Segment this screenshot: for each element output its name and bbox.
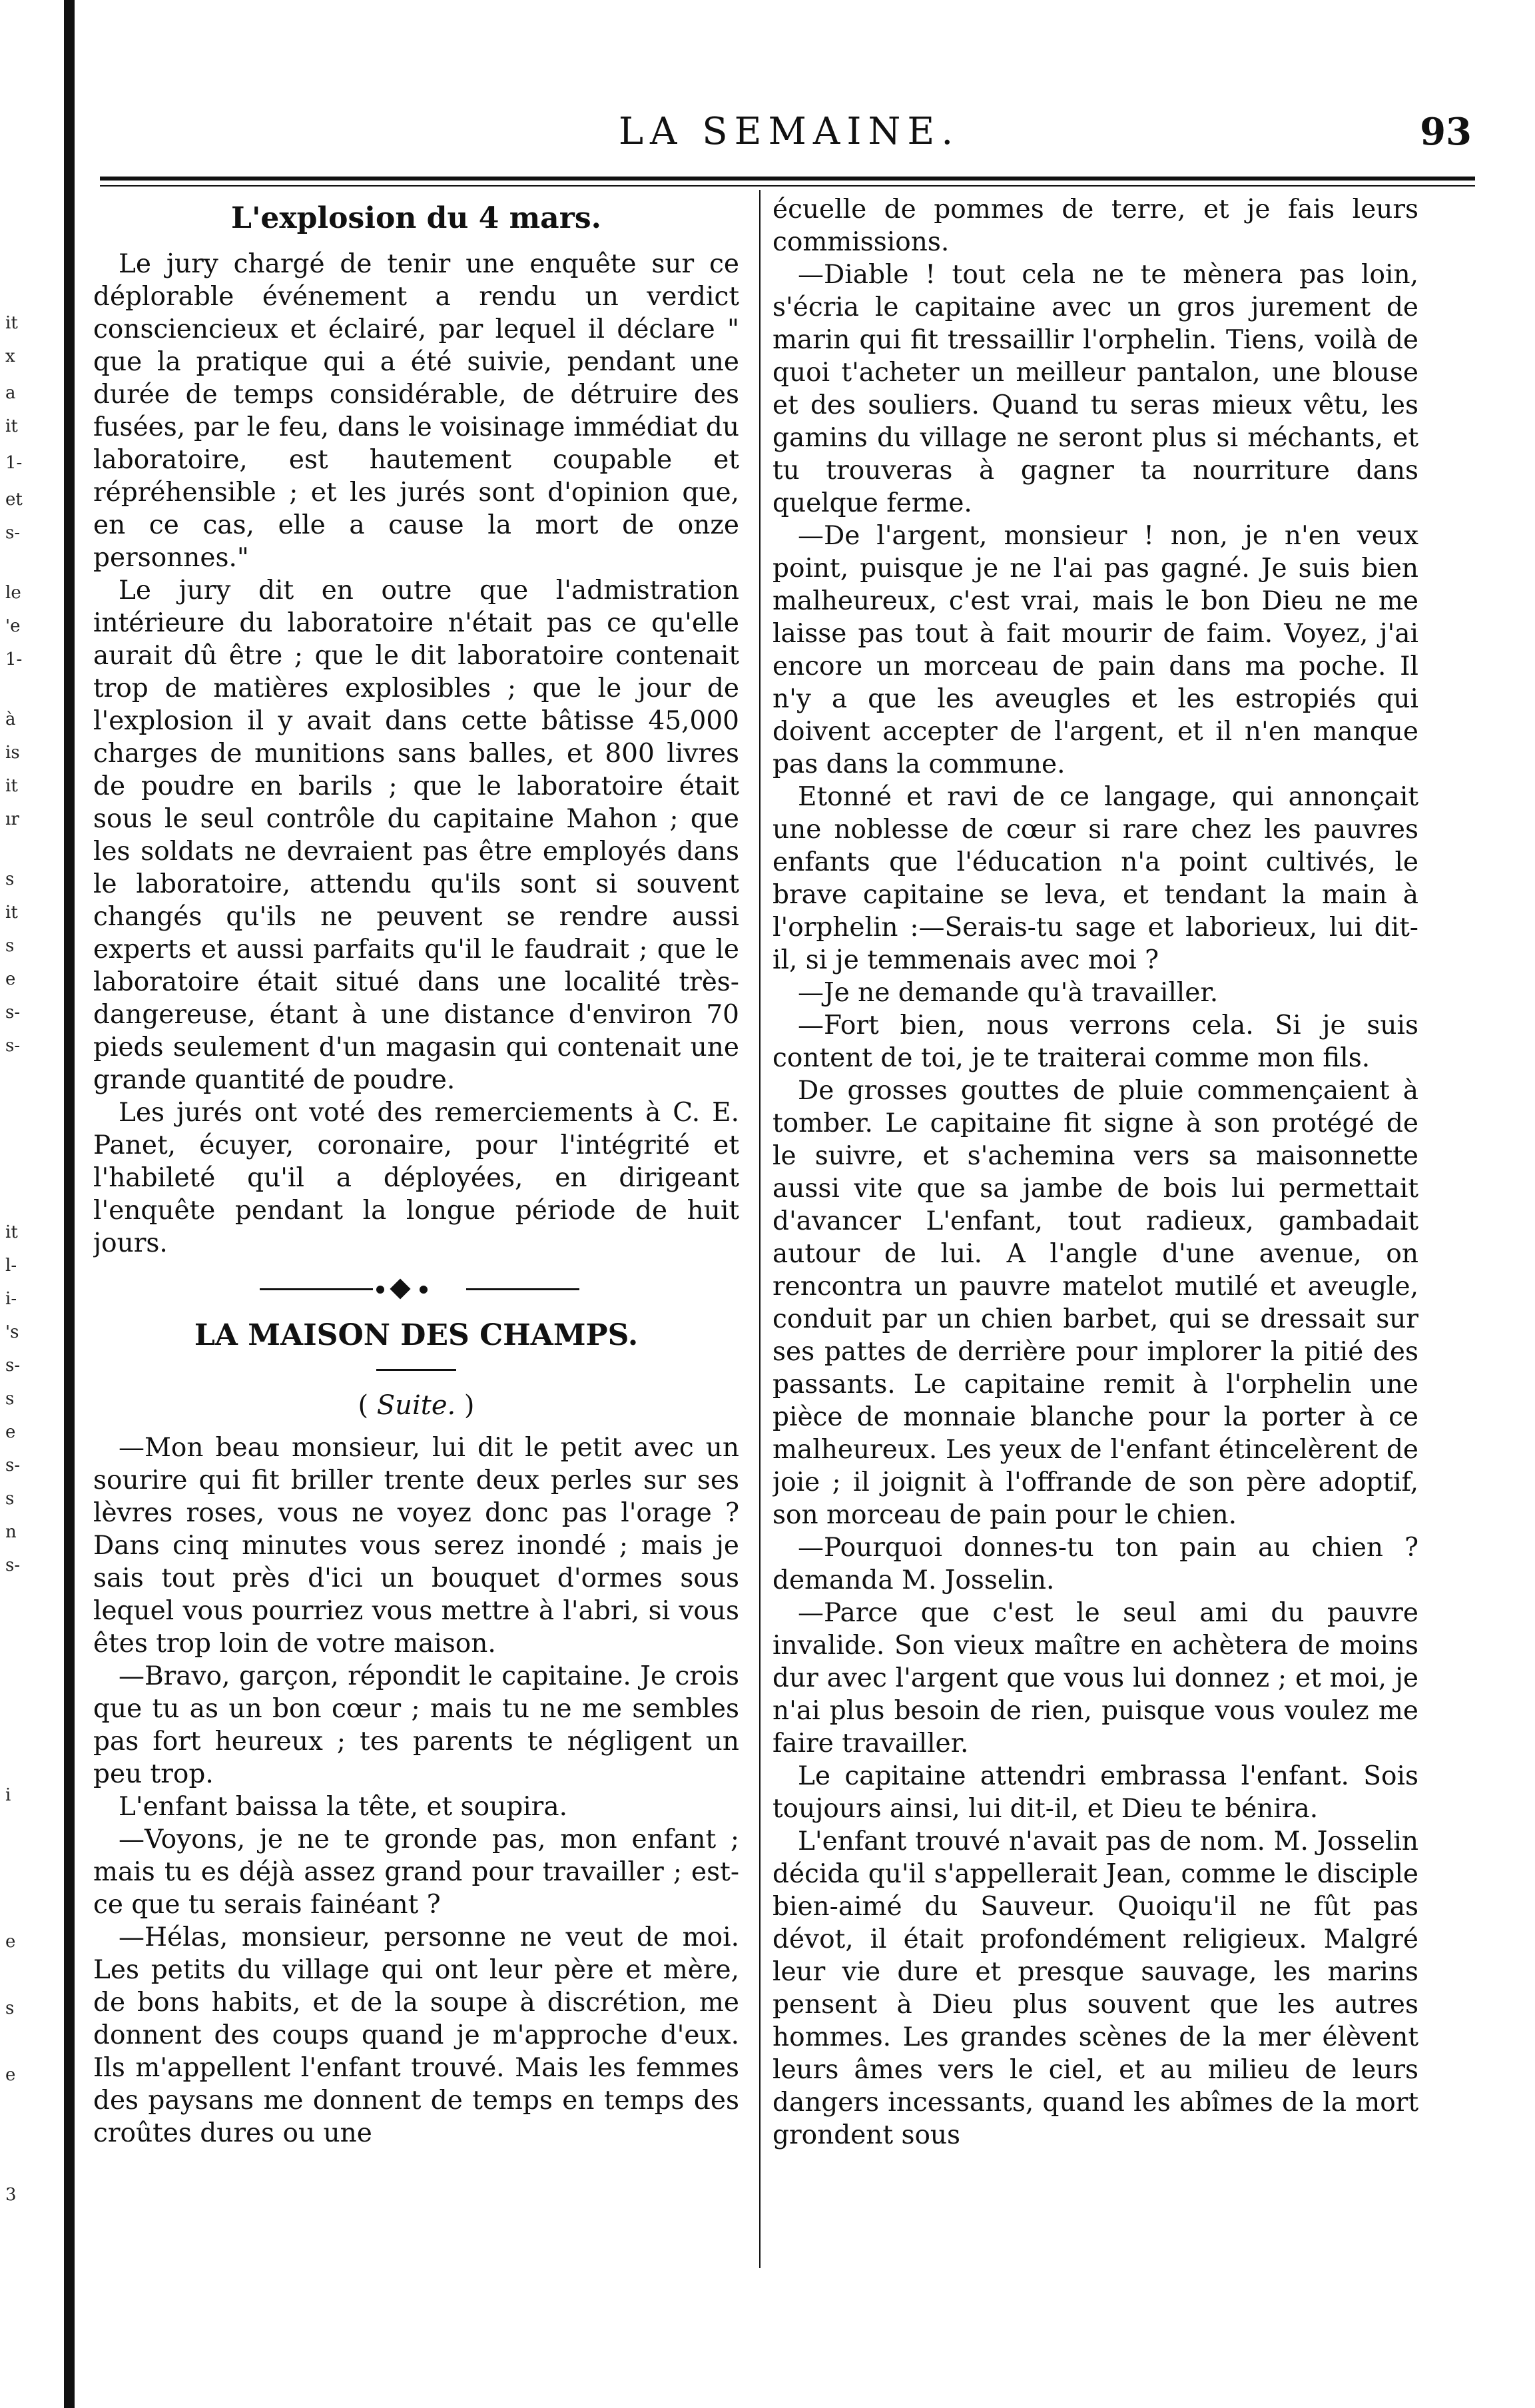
ornament-dot	[420, 1286, 428, 1294]
margin-fragment: 'e	[5, 616, 21, 636]
margin-fragment: e	[5, 1932, 16, 1952]
margin-fragment: 1-	[5, 649, 23, 669]
margin-fragment: s	[5, 1489, 15, 1509]
ornament-line-right	[466, 1288, 579, 1290]
paragraph: —Parce que c'est le seul ami du pauvre invalide. Son vieux maître en achètera de moins dur avec l'argent que vous lui donnez ; et moi, je n'ai plus besoin de rien, puisque vous voulez me faire travailler.	[772, 1598, 1418, 1759]
ornament-dot	[376, 1286, 384, 1294]
margin-fragment: s	[5, 869, 15, 889]
margin-fragment: l-	[5, 1256, 17, 1276]
margin-fragment: e	[5, 969, 16, 989]
margin-fragment: x	[5, 346, 15, 366]
adjacent-page-margin	[0, 0, 61, 2408]
margin-fragment: s	[5, 1998, 15, 2018]
suite-text: Suite.	[376, 1390, 456, 1421]
right-column	[772, 193, 1418, 2265]
paragraph: Le jury chargé de tenir une enquête sur ce déplorable événement a rendu un verdict consciencieux et éclairé, par lequel il déclare " que la pratique qui a été suivie, pendant une durée de temps considérable, de détruire des fusées, par le feu, dans le voisinage immédiat du laboratoire, est hautement coupable et répréhensible ; et les jurés sont d'opinion que, en ce cas, elle a cause la mort de onze personnes."	[93, 249, 739, 573]
margin-fragment: s-	[5, 1356, 21, 1376]
margin-fragment: s	[5, 936, 15, 956]
margin-fragment: a	[5, 383, 16, 403]
margin-fragment: et	[5, 490, 23, 510]
margin-fragment: is	[5, 743, 20, 763]
margin-fragment: s-	[5, 1455, 21, 1475]
margin-fragment: 1-	[5, 453, 23, 473]
page-header	[107, 103, 1472, 157]
margin-fragment: s-	[5, 1555, 21, 1575]
margin-fragment: e	[5, 2065, 16, 2085]
heading-rule	[376, 1369, 456, 1371]
section-ornament	[93, 1280, 739, 1300]
margin-fragment: i-	[5, 1289, 17, 1309]
paragraph: Le capitaine attendri embrassa l'enfant. Sois toujours ainsi, lui dit-il, et Dieu te bénira.	[772, 1761, 1418, 1824]
paragraph: —Bravo, garçon, répondit le capitaine. Je crois que tu as un bon cœur ; mais tu ne me sembles pas fort heureux ; tes parents te négligent un peu trop.	[93, 1661, 739, 1789]
margin-fragment: it	[5, 776, 18, 796]
margin-fragment: i	[5, 1785, 11, 1805]
margin-fragment: s	[5, 1389, 15, 1409]
paragraph: L'enfant trouvé n'avait pas de nom. M. Josselin décida qu'il s'appellerait Jean, comme le disciple bien-aimé du Sauveur. Quoiqu'il ne fût pas dévot, il était profondément religieux. Malgré leur vie dure et presque sauvage, les marins pensent à Dieu plus souvent que les autres hommes. Les grandes scènes de la mer élèvent leurs âmes vers le ciel, et au milieu de leurs dangers incessants, quand les abîmes de la mort grondent sous	[772, 1826, 1418, 2150]
paragraph: —Mon beau monsieur, lui dit le petit avec un sourire qui fit briller trente deux perles sur ses lèvres roses, vous ne voyez donc pas l'orage ? Dans cinq minutes vous serez inondé ; mais je sais tout près d'ici un bouquet d'ormes sous lequel vous pourriez vous mettre à l'abri, si vous êtes trop loin de votre maison.	[93, 1433, 739, 1659]
column-divider	[759, 190, 761, 2268]
paragraph: Etonné et ravi de ce langage, qui annonçait une noblesse de cœur si rare chez les pauvres enfants que l'éducation n'a point cultivés, le brave capitaine se leva, et tendant la main à l'orphelin :—Serais-tu sage et laborieux, lui dit-il, si je temmenais avec moi ?	[772, 782, 1418, 975]
article-heading-explosion: L'explosion du 4 mars.	[231, 201, 601, 235]
paragraph: De grosses gouttes de pluie commençaient à tomber. Le capitaine fit signe à son protégé de le suivre, et s'achemina vers sa maisonnette aussi vite que sa jambe de bois lui permettait d'avancer L'enfant, tout radieux, gambadait autour de lui. A l'angle d'une avenue, on rencontra un pauvre matelot mutilé et aveugle, conduit par un chien barbet, qui se dressait sur ses pattes de derrière pour implorer la pitié des passants. Le capitaine remit à l'orphelin une pièce de monnaie blanche pour la porter à ce malheureux. Les yeux de l'enfant étincelèrent de joie ; il joignit à l'offrande de son père adoptif, son morceau de pain pour le chien.	[772, 1076, 1418, 1530]
ornament-diamond	[390, 1278, 410, 1299]
margin-fragment: 3	[5, 2185, 17, 2205]
paragraph: —Je ne demande qu'à travailler.	[798, 978, 1219, 1008]
margin-fragment: it	[5, 1222, 18, 1242]
journal-title: LA SEMAINE.	[618, 110, 960, 153]
paragraph: —Diable ! tout cela ne te mènera pas loin, s'écria le capitaine avec un gros jurement de marin qui fit tressaillir l'orphelin. Tiens, voilà de quoi t'acheter un meilleur pantalon, une blouse et des souliers. Quand tu seras mieux vêtu, les gamins du village ne seront plus si méchants, et tu trouveras à gagner ta nourriture dans quelque ferme.	[772, 260, 1418, 518]
paragraph: —Pourquoi donnes-tu ton pain au chien ? demanda M. Josselin.	[772, 1533, 1418, 1595]
article-heading-maison: LA MAISON DES CHAMPS.	[194, 1318, 639, 1352]
margin-fragment: s-	[5, 1003, 21, 1022]
ornament-line-left	[260, 1288, 373, 1290]
paragraph: —Fort bien, nous verrons cela. Si je suis content de toi, je te traiterai comme mon fils.	[772, 1010, 1418, 1073]
margin-fragment: e	[5, 1422, 16, 1442]
margin-fragment: ır	[5, 809, 19, 829]
page-binding-edge	[64, 0, 75, 2408]
suite-label: ( Suite. )	[358, 1390, 475, 1421]
paragraph: L'enfant baissa la tête, et soupira.	[119, 1792, 567, 1822]
margin-fragment: le	[5, 583, 21, 603]
paragraph: —Hélas, monsieur, personne ne veut de moi. Les petits du village qui ont leur père et mère, de bons habits, et de la soupe à discrétion, me donnent des coups quand je m'approche d'eux. Ils m'appellent l'enfant trouvé. Mais les femmes des paysans me donnent de temps en temps des croûtes dures ou une	[93, 1922, 739, 2148]
left-column	[93, 193, 739, 2265]
paragraph: Les jurés ont voté des remerciements à C. E. Panet, écuyer, coronaire, pour l'intégrité et l'habileté qu'il a déployées, en dirigeant l'enquête pendant la longue période de huit jours.	[93, 1098, 739, 1258]
paragraph: Le jury dit en outre que l'admistration intérieure du laboratoire n'était pas ce qu'elle aurait dû être ; que le dit laboratoire contenait trop de matières explosibles ; que le jour de l'explosion il y avait dans cette bâtisse 45,000 charges de munitions sans balles, et 800 livres de poudre en barils ; que le laboratoire était sous le seul contrôle du capitaine Mahon ; que les soldats ne devraient pas être employés dans le laboratoire, attendu qu'ils sont si souvent changés qu'ils ne peuvent se rendre aussi experts et aussi parfaits qu'il le faudrait ; que le laboratoire était situé dans une localité très-dangereuse, étant à une distance d'environ 70 pieds seulement d'un magasin qui contenait une grande quantité de poudre.	[93, 576, 739, 1095]
paragraph: écuelle de pommes de terre, et je fais leurs commissions.	[772, 195, 1418, 257]
paragraph: —Voyons, je ne te gronde pas, mon enfant ; mais tu es déjà assez grand pour travailler ; est-ce que tu serais fainéant ?	[93, 1824, 739, 1920]
header-rule-thin	[100, 185, 1475, 187]
margin-fragment: it	[5, 416, 18, 436]
margin-fragment: it	[5, 313, 18, 333]
margin-fragment: it	[5, 903, 18, 923]
page-number: 93	[1420, 110, 1472, 154]
header-rule-thick	[100, 177, 1475, 181]
margin-fragment: s-	[5, 523, 21, 543]
paragraph: —De l'argent, monsieur ! non, je n'en veux point, puisque je ne l'ai pas gagné. Je suis bien malheureux, c'est vrai, mais le bon Dieu ne me laisse pas tout à fait mourir de faim. Voyez, j'ai encore un morceau de pain dans ma poche. Il n'y a que les aveugles et les estropiés qui doivent accepter de l'argent, et il n'en manque pas dans la commune.	[772, 521, 1418, 779]
margin-fragment: n	[5, 1522, 17, 1542]
margin-fragment: 's	[5, 1322, 19, 1342]
margin-fragment: à	[5, 709, 16, 729]
margin-fragment: s-	[5, 1036, 21, 1056]
